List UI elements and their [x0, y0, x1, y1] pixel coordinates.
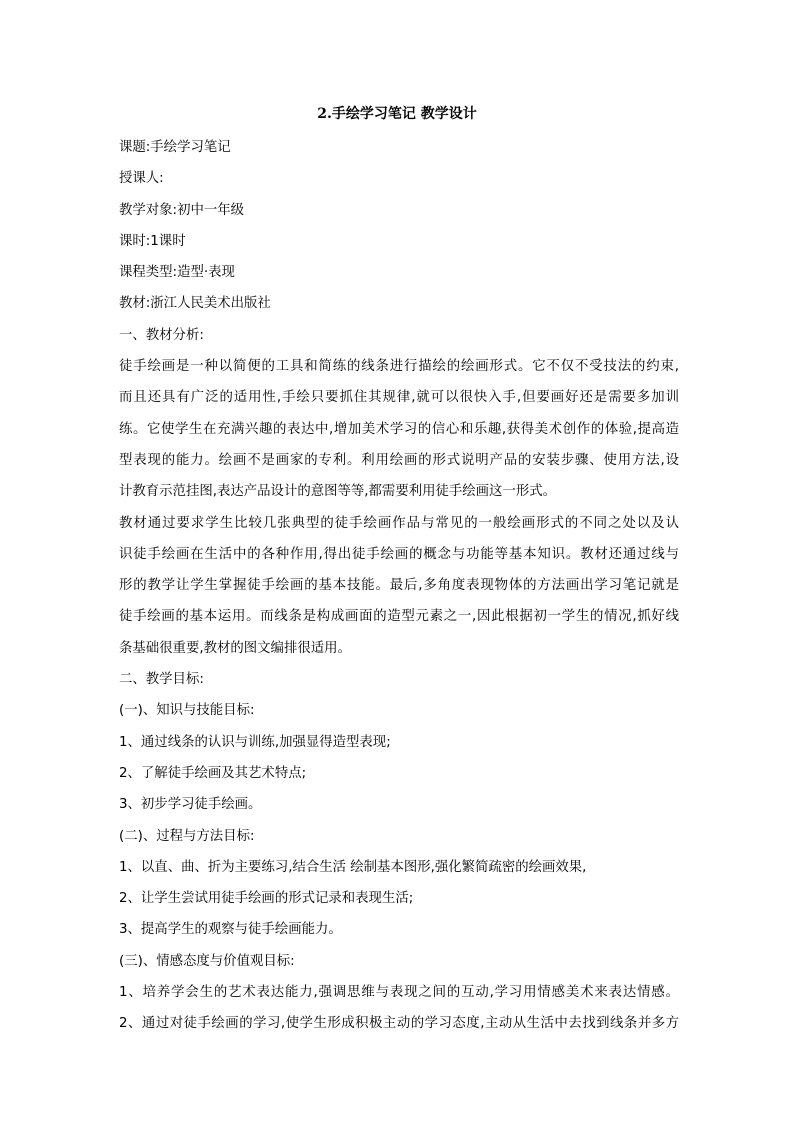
section-heading-teaching-goals: 二、教学目标:	[119, 672, 204, 688]
teaching-target: 教学对象:初中一年级	[119, 202, 245, 218]
paragraph-line: 徒手绘画的基本运用。而线条是构成画面的造型元素之一,因此根据初一学生的情况,抓好线	[119, 609, 679, 625]
paragraph-line: 徒手绘画是一种以简便的工具和简练的线条进行描绘的绘画形式。它不仅不受技法的约束,	[119, 359, 679, 375]
list-item: 2、通过对徒手绘画的学习,使学生形成积极主动的学习态度,主动从生活中去找到线条并多方	[119, 1016, 679, 1032]
list-item: 3、初步学习徒手绘画。	[119, 797, 262, 813]
subsection-heading-process-methods: (二)、过程与方法目标:	[119, 828, 255, 844]
list-item: 1、通过线条的认识与训练,加强显得造型表现;	[119, 734, 391, 750]
list-item: 1、以直、曲、折为主要练习,结合生活 绘制基本图形,强化繁简疏密的绘画效果,	[119, 859, 587, 875]
list-item: 3、提高学生的观察与徒手绘画能力。	[119, 922, 342, 938]
paragraph-line: 而且还具有广泛的适用性,手绘只要抓住其规律,就可以很快入手,但要画好还是需要多加训	[119, 390, 679, 406]
subsection-heading-emotion-values: (三)、情感态度与价值观目标:	[119, 953, 295, 969]
paragraph-line: 形的教学让学生掌握徒手绘画的基本技能。最后,多角度表现物体的方法画出学习笔记就是	[119, 578, 679, 594]
list-item: 1、培养学会生的艺术表达能力,强调思维与表现之间的互动,学习用情感美术来表达情感。	[119, 985, 679, 1001]
document-title: 2.手绘学习笔记 教学设计	[317, 106, 477, 122]
class-hours: 课时:1课时	[119, 233, 186, 249]
textbook: 教材:浙江人民美术出版社	[119, 296, 271, 312]
subsection-heading-knowledge-skills: (一)、知识与技能目标:	[119, 703, 255, 719]
course-type: 课程类型:造型·表现	[119, 265, 235, 281]
course-topic: 课题:手绘学习笔记	[119, 140, 231, 155]
paragraph-line: 练。它使学生在充满兴趣的表达中,增加美术学习的信心和乐趣,获得美术创作的体验,提高造	[119, 421, 679, 437]
paragraph-line: 条基础很重要,教材的图文编排很适用。	[119, 640, 351, 656]
list-item: 2、让学生尝试用徒手绘画的形式记录和表现生活;	[119, 891, 414, 907]
paragraph-line: 教材通过要求学生比较几张典型的徒手绘画作品与常见的一般绘画形式的不同之处以及认	[119, 515, 679, 531]
list-item: 2、了解徒手绘画及其艺术特点;	[119, 765, 307, 781]
section-heading-textbook-analysis: 一、教材分析:	[119, 327, 204, 343]
paragraph-line: 识徒手绘画在生活中的各种作用,得出徒手绘画的概念与功能等基本知识。教材还通过线与	[119, 546, 679, 562]
instructor: 授课人:	[119, 171, 164, 187]
paragraph-line: 计教育示范挂图,表达产品设计的意图等等,都需要利用徒手绘画这一形式。	[119, 484, 557, 500]
document-body	[119, 132, 679, 1040]
paragraph-line: 型表现的能力。绘画不是画家的专利。利用绘画的形式说明产品的安装步骤、使用方法,设	[119, 452, 679, 468]
